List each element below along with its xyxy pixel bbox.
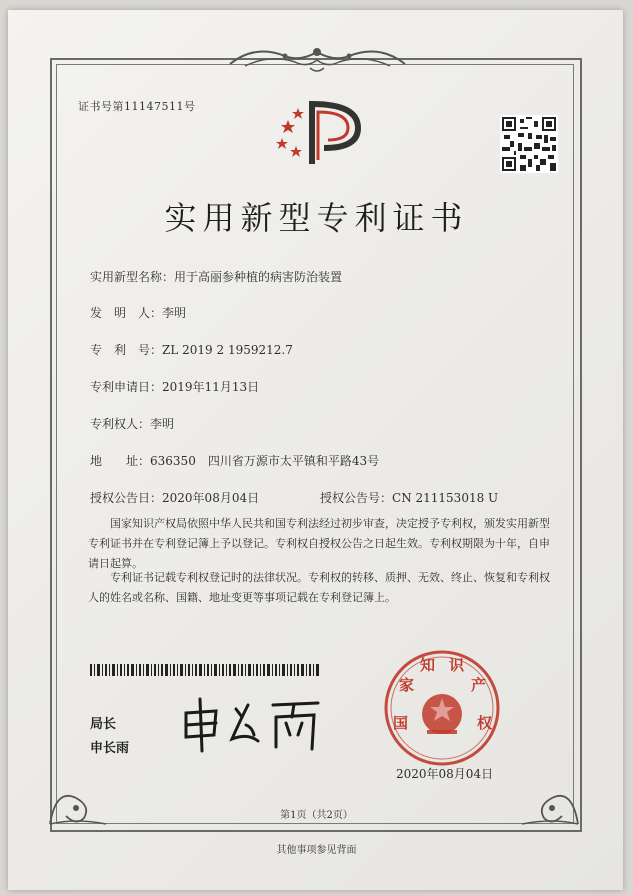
svg-text:知: 知 [420, 656, 436, 674]
grant-number-label: 授权公告号： [320, 491, 393, 505]
filing-date-row [90, 378, 259, 395]
grant-statement-paragraph: 国家知识产权局依照中华人民共和国专利法经过初步审查，决定授予专利权，颁发实用新型专利证书并在专利登记簿上予以登记。专利权自授权公告之日起生效。专利权期限为十年，自申请日起算。 [88, 517, 550, 570]
director-title: 局长 [90, 717, 117, 732]
filing-date-value: 2019年11月13日 [162, 380, 260, 394]
svg-text:家: 家 [399, 676, 415, 694]
seal-date: 2020年08月04日 [396, 767, 494, 781]
svg-text:权: 权 [477, 714, 493, 732]
filing-date-label: 专利申请日： [90, 380, 163, 394]
grant-date-label: 授权公告日： [90, 491, 163, 505]
inventor-row [90, 304, 186, 321]
patentee-row [90, 415, 174, 432]
certificate-title: 实用新型专利证书 [164, 199, 469, 237]
svg-text:国: 国 [393, 714, 409, 732]
patent-number-value: ZL 2019 2 1959212.7 [162, 343, 293, 357]
page-number: 第1页（共2页） [280, 810, 353, 821]
svg-text:产: 产 [471, 676, 487, 694]
handwritten-signature-icon [178, 695, 328, 755]
patentee-label: 专利权人： [90, 417, 151, 431]
utility-model-name-value: 用于高丽参种植的病害防治装置 [174, 270, 343, 284]
grant-number-value: CN 211153018 U [392, 491, 499, 505]
director-signature-block [90, 713, 129, 761]
grant-date-value: 2020年08月04日 [162, 491, 260, 505]
inventor-label: 发 明 人： [90, 306, 163, 320]
address-label: 地 址： [90, 454, 151, 468]
qr-code-icon [500, 115, 558, 173]
utility-model-name-row [90, 268, 342, 285]
address-value: 636350 四川省万源市太平镇和平路43号 [150, 454, 380, 468]
utility-model-name-label: 实用新型名称： [90, 270, 175, 284]
seal-text-icon [375, 648, 510, 768]
inventor-value: 李明 [162, 306, 187, 320]
footer-note: 其他事项参见背面 [276, 845, 357, 856]
address-row [90, 452, 379, 469]
grant-number-row [320, 489, 498, 506]
grant-date-row [90, 489, 259, 506]
patent-office-logo-icon [268, 98, 368, 170]
barcode-icon [90, 664, 320, 676]
director-name: 申长雨 [90, 741, 130, 756]
svg-text:识: 识 [449, 656, 465, 674]
patent-number-label: 专 利 号： [90, 343, 163, 357]
legal-status-paragraph: 专利证书记载专利权登记时的法律状况。专利权的转移、质押、无效、终止、恢复和专利权人的姓名或名称、国籍、地址变更等事项记载在专利登记簿上。 [88, 571, 550, 604]
top-ornament-icon [225, 42, 410, 74]
patentee-value: 李明 [150, 417, 175, 431]
certificate-number: 证书号第11147511号 [78, 100, 196, 113]
patent-number-row [90, 341, 293, 358]
